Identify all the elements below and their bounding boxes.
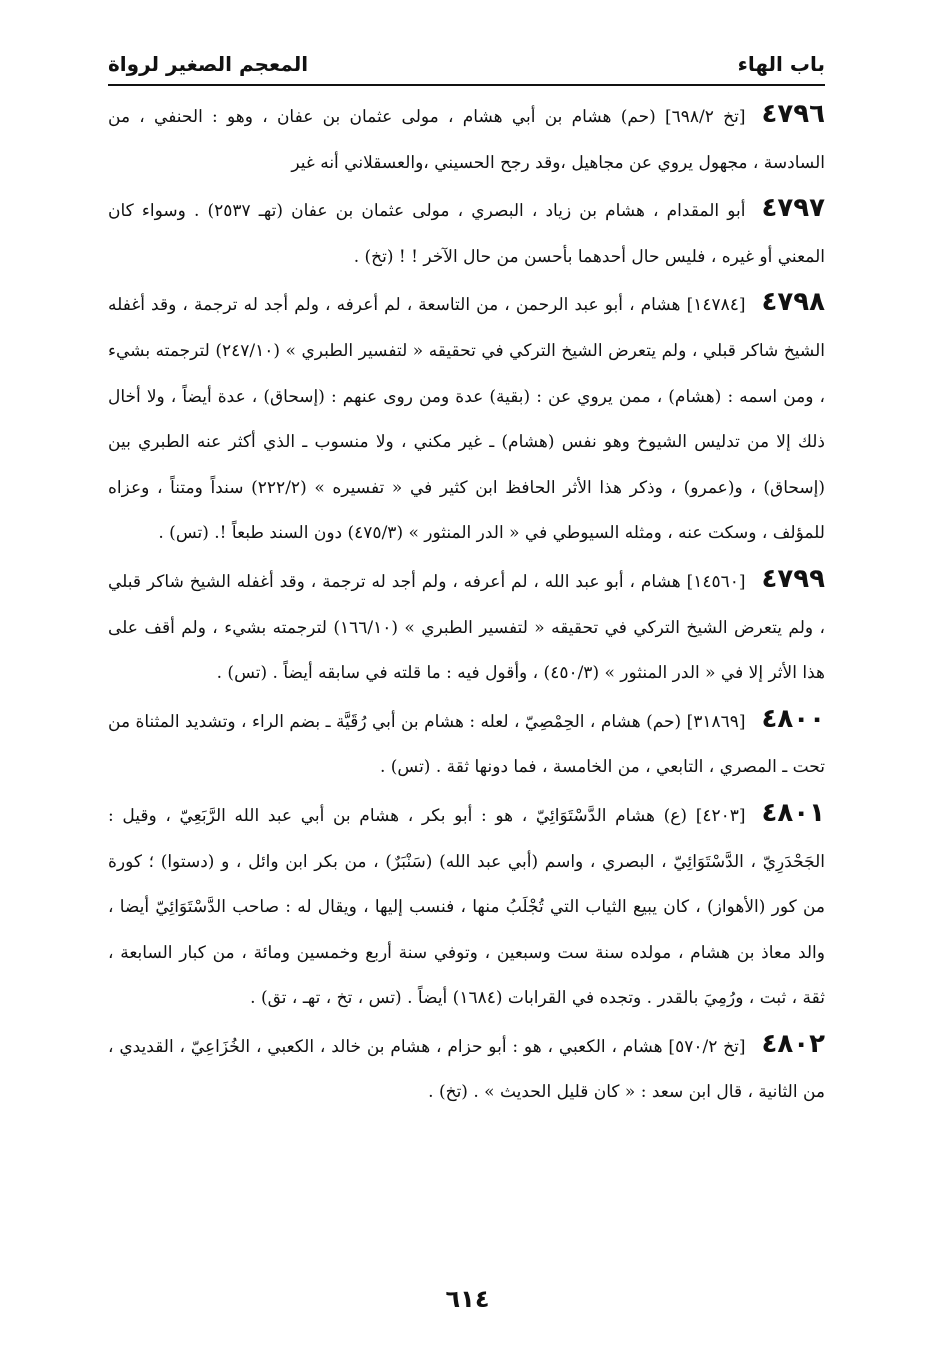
entry-number: ٤٧٩٦ <box>761 99 825 129</box>
entry-text: [١٤٥٦٠] هشام ، أبو عبد الله ، لم أعرفه ، ولم أجد له ترجمة ، وقد أغفله الشيخ شاكر قبلي ، ولم يتعرض الشيخ التركي في تحقيقه « لتفسير الطبري » (١٦٦/١٠) لترجمته بشيء ، ولم أقف على هذا الأثر إلا في « الدر المنثور » (٤٥٠/٣) ، وأقول فيه : ما قلته في سابقه أيضاً . (تس) . <box>108 571 825 684</box>
page-number: ٦١٤ <box>445 1285 490 1313</box>
entry-text: [١٤٧٨٤] هشام ، أبو عبد الرحمن ، من التاسعة ، لم أعرفه ، ولم أجد له ترجمة ، وقد أغفله الشيخ شاكر قبلي ، ولم يتعرض الشيخ التركي في تحقيقه « لتفسير الطبري » (٢٤٧/١٠) لترجمته بشيء ، ومن اسمه : (هشام) ، ممن يروي عن : (بقية) عدة ومن روى عنهم : (إسحاق) ، عدة أيضاً ، ولا أخال ذلك إلا من تدليس الشيوخ وهو نفس (هشام) ـ غير مكني ، ولا منسوب ـ الذي أكثر عنه الطبري بين (إسحاق) ، و(عمرو) ، وذكر هذا الأثر الحافظ ابن كثير في « تفسيره » (٢٢٢/٢) سنداً ومتناً ، وعزاه للمؤلف ، وسكت عنه ، ومثله السيوطي في « الدر المنثور » (٤٧٥/٣) دون السند طبعاً !. (تس) . <box>108 295 825 544</box>
entry-text: [٣١٨٦٩] (حم) هشام ، الحِمْصِيّ ، لعله : هشام بن أبي رُقَيَّة ـ بضم الراء ، وتشديد المثناة من تحت ـ المصري ، التابعي ، من الخامسة ، فما دونها ثقة . (تس) . <box>108 711 825 778</box>
entry-4798 <box>108 280 825 557</box>
entries-body <box>108 92 825 1116</box>
entry-4797 <box>108 186 825 280</box>
book-title: المعجم الصغير لرواة <box>108 52 309 76</box>
entry-number: ٤٨٠٠ <box>761 703 825 734</box>
entry-text: [٤٢٠٣] (ع) هشام الدَّسْتَوَائِيّ ، هو : أبو بكر ، هشام بن أبي عبد الله الرَّبَعِيّ ، وقيل : الجَحْدَرِيّ ، الدَّسْتَوَائِيّ ، البصري ، واسم (أبي عبد الله) (سَنْبَرٌ) ، من بكر ابن وائل ، و (دستوا) ؛ كورة من كور (الأهواز) ، كان يبيع الثياب التي تُجْلَبُ منها ، فنسب إليها ، ويقال له : صاحب الدَّسْتَوَائِيّ أيضا ، والد معاذ بن هشام ، مولده سنة ست وسبعين ، وتوفي سنة أربع وخمسين ومائة ، من كبار السابعة ، ثقة ، ثبت ، ورُمِيَ بالقدر . وتجده في القرابات (١٦٨٤) أيضاً . (تس ، تخ ، تهـ ، تق) . <box>108 805 825 1009</box>
entry-number: ٤٨٠٢ <box>761 1028 825 1059</box>
entry-4800 <box>108 697 825 791</box>
entry-number: ٤٨٠١ <box>761 797 825 828</box>
header-divider <box>108 84 825 86</box>
entry-text: [تخ ٥٧٠/٢] هشام ، الكعبي ، هو : أبو حزام ، هشام بن خالد ، الكعبي ، الخُزَاعِيّ ، القديدي ، من الثانية ، قال ابن سعد : « كان قليل الحديث » . (تخ) . <box>108 1036 825 1103</box>
entry-number: ٤٧٩٨ <box>761 287 825 318</box>
entry-text: أبو المقدام ، هشام بن زياد ، البصري ، مولى عثمان بن عفان (تهـ ٢٥٣٧) . وسواء كان المعني أو غيره ، فليس حال أحدهما بأحسن من حال الآخر ! ! (تخ) . <box>108 201 825 267</box>
running-header <box>108 36 825 76</box>
entry-4799 <box>108 557 825 697</box>
entry-4796 <box>108 92 825 186</box>
entry-4801 <box>108 791 825 1022</box>
entry-number: ٤٧٩٧ <box>761 193 825 224</box>
chapter-title: باب الهاء <box>737 52 825 76</box>
entry-number: ٤٧٩٩ <box>761 563 825 594</box>
entry-4802 <box>108 1022 825 1116</box>
entry-text: [تخ ٦٩٨/٢] (حم) هشام بن أبي هشام ، مولى عثمان بن عفان ، وهو : الحنفي ، من السادسة ، مجهول يروي عن مجاهيل ،وقد رجح الحسيني ،والعسقلاني أنه غير <box>108 107 825 173</box>
